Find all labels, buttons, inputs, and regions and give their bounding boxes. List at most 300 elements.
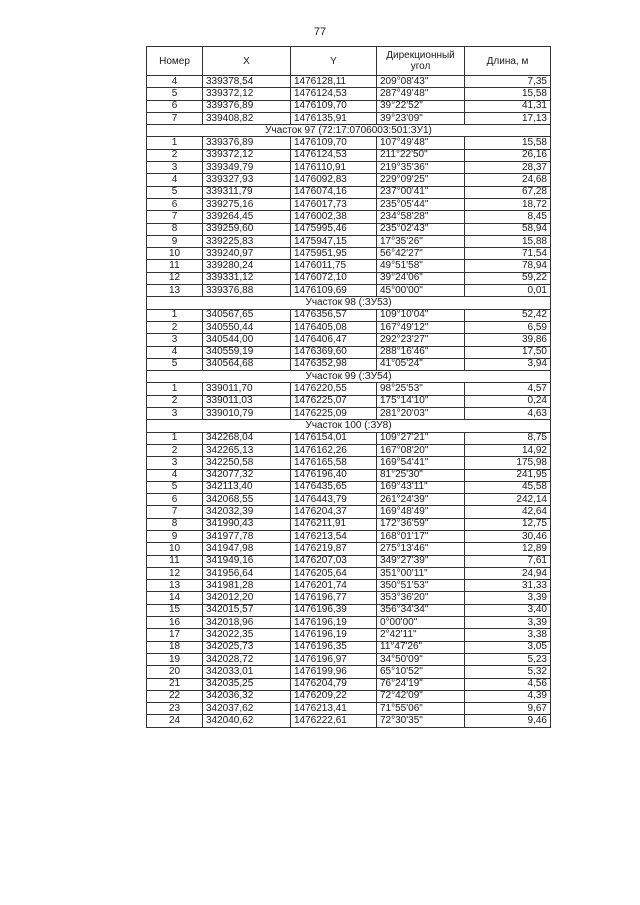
length-cell: 9,67 xyxy=(465,703,551,715)
point-number-cell: 5 xyxy=(147,358,203,370)
table-row xyxy=(147,494,551,506)
length-cell: 175,98 xyxy=(465,457,551,469)
direction-angle-cell: 39°23'09" xyxy=(377,112,465,124)
point-number-cell: 13 xyxy=(147,285,203,297)
table-row xyxy=(147,481,551,493)
table-row xyxy=(147,285,551,297)
length-cell: 4,63 xyxy=(465,408,551,420)
table-row xyxy=(147,186,551,198)
table-header-row xyxy=(147,47,551,76)
table-row xyxy=(147,678,551,690)
point-number-cell: 3 xyxy=(147,457,203,469)
section-title: Участок 99 (:ЗУ54) xyxy=(147,371,551,383)
direction-angle-cell: 17°35'26" xyxy=(377,235,465,247)
direction-angle-cell: 235°05'44" xyxy=(377,198,465,210)
x-coordinate-cell: 339349,79 xyxy=(203,162,291,174)
point-number-cell: 6 xyxy=(147,100,203,112)
table-row xyxy=(147,358,551,370)
y-coordinate-cell: 1476213,54 xyxy=(291,530,377,542)
table-row xyxy=(147,457,551,469)
table-row xyxy=(147,715,551,727)
section-header-row xyxy=(147,125,551,137)
point-number-cell: 2 xyxy=(147,395,203,407)
x-coordinate-cell: 339378,54 xyxy=(203,76,291,88)
length-cell: 4,39 xyxy=(465,690,551,702)
point-number-cell: 11 xyxy=(147,555,203,567)
direction-angle-cell: 229°09'25" xyxy=(377,174,465,186)
point-number-cell: 7 xyxy=(147,112,203,124)
direction-angle-cell: 45°00'00" xyxy=(377,285,465,297)
point-number-cell: 7 xyxy=(147,211,203,223)
y-coordinate-cell: 1476092,83 xyxy=(291,174,377,186)
length-cell: 12,75 xyxy=(465,518,551,530)
point-number-cell: 5 xyxy=(147,88,203,100)
y-coordinate-cell: 1476124,53 xyxy=(291,149,377,161)
x-coordinate-cell: 339011,70 xyxy=(203,383,291,395)
point-number-cell: 14 xyxy=(147,592,203,604)
table-row xyxy=(147,174,551,186)
point-number-cell: 17 xyxy=(147,629,203,641)
x-coordinate-cell: 339311,79 xyxy=(203,186,291,198)
length-cell: 242,14 xyxy=(465,494,551,506)
table-row xyxy=(147,260,551,272)
table-row xyxy=(147,198,551,210)
x-coordinate-cell: 339275,16 xyxy=(203,198,291,210)
point-number-cell: 22 xyxy=(147,690,203,702)
direction-angle-cell: 41°05'24" xyxy=(377,358,465,370)
x-coordinate-cell: 339376,89 xyxy=(203,137,291,149)
y-coordinate-cell: 1476405,08 xyxy=(291,321,377,333)
direction-angle-cell: 169°43'11" xyxy=(377,481,465,493)
y-coordinate-cell: 1476369,60 xyxy=(291,346,377,358)
x-coordinate-cell: 342077,32 xyxy=(203,469,291,481)
point-number-cell: 4 xyxy=(147,346,203,358)
x-coordinate-cell: 342032,39 xyxy=(203,506,291,518)
table-row xyxy=(147,530,551,542)
point-number-cell: 8 xyxy=(147,223,203,235)
point-number-cell: 20 xyxy=(147,666,203,678)
coordinates-table xyxy=(146,46,551,728)
x-coordinate-cell: 340544,00 xyxy=(203,334,291,346)
direction-angle-cell: 107°49'48" xyxy=(377,137,465,149)
y-coordinate-cell: 1476196,19 xyxy=(291,617,377,629)
x-coordinate-cell: 341947,98 xyxy=(203,543,291,555)
direction-angle-cell: 98°25'53" xyxy=(377,383,465,395)
x-coordinate-cell: 339408,82 xyxy=(203,112,291,124)
x-coordinate-cell: 340567,65 xyxy=(203,309,291,321)
length-cell: 8,75 xyxy=(465,432,551,444)
y-coordinate-cell: 1476002,38 xyxy=(291,211,377,223)
table-row xyxy=(147,321,551,333)
header-x: X xyxy=(203,47,291,76)
section-header-row xyxy=(147,420,551,432)
x-coordinate-cell: 342037,62 xyxy=(203,703,291,715)
direction-angle-cell: 172°36'59" xyxy=(377,518,465,530)
length-cell: 5,23 xyxy=(465,653,551,665)
direction-angle-cell: 2°42'11" xyxy=(377,629,465,641)
y-coordinate-cell: 1476196,77 xyxy=(291,592,377,604)
y-coordinate-cell: 1476205,64 xyxy=(291,567,377,579)
table-row xyxy=(147,604,551,616)
length-cell: 24,68 xyxy=(465,174,551,186)
table-row xyxy=(147,334,551,346)
x-coordinate-cell: 339372,12 xyxy=(203,88,291,100)
length-cell: 31,33 xyxy=(465,580,551,592)
point-number-cell: 13 xyxy=(147,580,203,592)
y-coordinate-cell: 1476201,74 xyxy=(291,580,377,592)
section-title: Участок 97 (72:17:0706003:501:ЗУ1) xyxy=(147,125,551,137)
y-coordinate-cell: 1476165,58 xyxy=(291,457,377,469)
x-coordinate-cell: 342025,73 xyxy=(203,641,291,653)
y-coordinate-cell: 1476435,65 xyxy=(291,481,377,493)
direction-angle-cell: 169°54'41" xyxy=(377,457,465,469)
table-row xyxy=(147,629,551,641)
length-cell: 42,64 xyxy=(465,506,551,518)
y-coordinate-cell: 1476222,61 xyxy=(291,715,377,727)
header-length: Длина, м xyxy=(465,47,551,76)
length-cell: 3,94 xyxy=(465,358,551,370)
table-row xyxy=(147,235,551,247)
x-coordinate-cell: 341956,64 xyxy=(203,567,291,579)
table-row xyxy=(147,518,551,530)
header-y: Y xyxy=(291,47,377,76)
x-coordinate-cell: 339376,89 xyxy=(203,100,291,112)
table-row xyxy=(147,395,551,407)
table-row xyxy=(147,100,551,112)
direction-angle-cell: 211°22'50" xyxy=(377,149,465,161)
direction-angle-cell: 288°16'46" xyxy=(377,346,465,358)
direction-angle-cell: 234°58'28" xyxy=(377,211,465,223)
x-coordinate-cell: 339280,24 xyxy=(203,260,291,272)
x-coordinate-cell: 342033,01 xyxy=(203,666,291,678)
point-number-cell: 1 xyxy=(147,432,203,444)
table-row xyxy=(147,112,551,124)
table-row xyxy=(147,223,551,235)
table-row xyxy=(147,88,551,100)
length-cell: 7,35 xyxy=(465,76,551,88)
table-row xyxy=(147,162,551,174)
x-coordinate-cell: 340559,19 xyxy=(203,346,291,358)
table-row xyxy=(147,580,551,592)
point-number-cell: 16 xyxy=(147,617,203,629)
point-number-cell: 9 xyxy=(147,235,203,247)
length-cell: 241,95 xyxy=(465,469,551,481)
table-row xyxy=(147,567,551,579)
length-cell: 39,86 xyxy=(465,334,551,346)
point-number-cell: 2 xyxy=(147,444,203,456)
direction-angle-cell: 109°10'04" xyxy=(377,309,465,321)
y-coordinate-cell: 1476213,41 xyxy=(291,703,377,715)
length-cell: 0,24 xyxy=(465,395,551,407)
direction-angle-cell: 261°24'39" xyxy=(377,494,465,506)
point-number-cell: 6 xyxy=(147,198,203,210)
length-cell: 52,42 xyxy=(465,309,551,321)
y-coordinate-cell: 1476199,96 xyxy=(291,666,377,678)
table-row xyxy=(147,690,551,702)
table-row xyxy=(147,469,551,481)
direction-angle-cell: 11°47'26" xyxy=(377,641,465,653)
header-direction-angle: Дирекционный угол xyxy=(377,47,465,76)
point-number-cell: 4 xyxy=(147,469,203,481)
table-row xyxy=(147,272,551,284)
point-number-cell: 19 xyxy=(147,653,203,665)
direction-angle-cell: 353°36'20" xyxy=(377,592,465,604)
y-coordinate-cell: 1476209,22 xyxy=(291,690,377,702)
y-coordinate-cell: 1476443,79 xyxy=(291,494,377,506)
length-cell: 8,45 xyxy=(465,211,551,223)
table-row xyxy=(147,211,551,223)
length-cell: 71,54 xyxy=(465,248,551,260)
direction-angle-cell: 72°42'09" xyxy=(377,690,465,702)
direction-angle-cell: 65°10'52" xyxy=(377,666,465,678)
table-row xyxy=(147,346,551,358)
table-row xyxy=(147,309,551,321)
direction-angle-cell: 168°01'17" xyxy=(377,530,465,542)
x-coordinate-cell: 340564,68 xyxy=(203,358,291,370)
y-coordinate-cell: 1476204,37 xyxy=(291,506,377,518)
direction-angle-cell: 349°27'39" xyxy=(377,555,465,567)
x-coordinate-cell: 342265,13 xyxy=(203,444,291,456)
table-row xyxy=(147,653,551,665)
length-cell: 7,61 xyxy=(465,555,551,567)
x-coordinate-cell: 342015,57 xyxy=(203,604,291,616)
direction-angle-cell: 76°24'19" xyxy=(377,678,465,690)
direction-angle-cell: 49°51'58" xyxy=(377,260,465,272)
direction-angle-cell: 167°08'20" xyxy=(377,444,465,456)
length-cell: 17,50 xyxy=(465,346,551,358)
length-cell: 4,56 xyxy=(465,678,551,690)
y-coordinate-cell: 1476352,98 xyxy=(291,358,377,370)
x-coordinate-cell: 339327,93 xyxy=(203,174,291,186)
section-header-row xyxy=(147,371,551,383)
page-number: 77 xyxy=(313,26,327,38)
length-cell: 59,22 xyxy=(465,272,551,284)
section-title: Участок 98 (:ЗУ53) xyxy=(147,297,551,309)
y-coordinate-cell: 1476011,75 xyxy=(291,260,377,272)
point-number-cell: 3 xyxy=(147,408,203,420)
section-header-row xyxy=(147,297,551,309)
y-coordinate-cell: 1476406,47 xyxy=(291,334,377,346)
x-coordinate-cell: 342028,72 xyxy=(203,653,291,665)
x-coordinate-cell: 340550,44 xyxy=(203,321,291,333)
point-number-cell: 5 xyxy=(147,186,203,198)
x-coordinate-cell: 342036,32 xyxy=(203,690,291,702)
y-coordinate-cell: 1475947,15 xyxy=(291,235,377,247)
length-cell: 12,89 xyxy=(465,543,551,555)
length-cell: 6,59 xyxy=(465,321,551,333)
table-row xyxy=(147,506,551,518)
table-row xyxy=(147,666,551,678)
direction-angle-cell: 356°34'34" xyxy=(377,604,465,616)
point-number-cell: 8 xyxy=(147,518,203,530)
point-number-cell: 1 xyxy=(147,383,203,395)
x-coordinate-cell: 341990,43 xyxy=(203,518,291,530)
table-row xyxy=(147,543,551,555)
direction-angle-cell: 72°30'35" xyxy=(377,715,465,727)
point-number-cell: 3 xyxy=(147,162,203,174)
length-cell: 78,94 xyxy=(465,260,551,272)
length-cell: 17,13 xyxy=(465,112,551,124)
length-cell: 14,92 xyxy=(465,444,551,456)
length-cell: 4,57 xyxy=(465,383,551,395)
direction-angle-cell: 56°42'27" xyxy=(377,248,465,260)
length-cell: 26,16 xyxy=(465,149,551,161)
table-row xyxy=(147,76,551,88)
direction-angle-cell: 39°24'06" xyxy=(377,272,465,284)
y-coordinate-cell: 1476207,03 xyxy=(291,555,377,567)
x-coordinate-cell: 341981,28 xyxy=(203,580,291,592)
direction-angle-cell: 281°20'03" xyxy=(377,408,465,420)
y-coordinate-cell: 1475951,95 xyxy=(291,248,377,260)
length-cell: 9,46 xyxy=(465,715,551,727)
length-cell: 41,31 xyxy=(465,100,551,112)
length-cell: 28,37 xyxy=(465,162,551,174)
length-cell: 3,39 xyxy=(465,592,551,604)
length-cell: 24,94 xyxy=(465,567,551,579)
direction-angle-cell: 292°23'27" xyxy=(377,334,465,346)
x-coordinate-cell: 342068,55 xyxy=(203,494,291,506)
point-number-cell: 21 xyxy=(147,678,203,690)
table-row xyxy=(147,383,551,395)
direction-angle-cell: 39°22'52" xyxy=(377,100,465,112)
table-body xyxy=(147,76,551,728)
y-coordinate-cell: 1476109,69 xyxy=(291,285,377,297)
table-row xyxy=(147,703,551,715)
point-number-cell: 12 xyxy=(147,272,203,284)
direction-angle-cell: 81°25'30" xyxy=(377,469,465,481)
x-coordinate-cell: 339376,88 xyxy=(203,285,291,297)
y-coordinate-cell: 1476219,87 xyxy=(291,543,377,555)
direction-angle-cell: 275°13'46" xyxy=(377,543,465,555)
direction-angle-cell: 287°49'48" xyxy=(377,88,465,100)
x-coordinate-cell: 339372,12 xyxy=(203,149,291,161)
table-row xyxy=(147,248,551,260)
point-number-cell: 9 xyxy=(147,530,203,542)
y-coordinate-cell: 1476154,01 xyxy=(291,432,377,444)
x-coordinate-cell: 342268,04 xyxy=(203,432,291,444)
length-cell: 0,01 xyxy=(465,285,551,297)
length-cell: 67,28 xyxy=(465,186,551,198)
point-number-cell: 11 xyxy=(147,260,203,272)
point-number-cell: 1 xyxy=(147,309,203,321)
x-coordinate-cell: 339240,97 xyxy=(203,248,291,260)
header-number: Номер xyxy=(147,47,203,76)
length-cell: 5,32 xyxy=(465,666,551,678)
y-coordinate-cell: 1476162,26 xyxy=(291,444,377,456)
direction-angle-cell: 34°50'09" xyxy=(377,653,465,665)
table-row xyxy=(147,641,551,653)
length-cell: 3,39 xyxy=(465,617,551,629)
x-coordinate-cell: 341977,78 xyxy=(203,530,291,542)
x-coordinate-cell: 339011,03 xyxy=(203,395,291,407)
y-coordinate-cell: 1476196,39 xyxy=(291,604,377,616)
direction-angle-cell: 175°14'10" xyxy=(377,395,465,407)
x-coordinate-cell: 342012,20 xyxy=(203,592,291,604)
point-number-cell: 24 xyxy=(147,715,203,727)
point-number-cell: 10 xyxy=(147,543,203,555)
section-title: Участок 100 (:ЗУ8) xyxy=(147,420,551,432)
y-coordinate-cell: 1476128,11 xyxy=(291,76,377,88)
point-number-cell: 12 xyxy=(147,567,203,579)
table-row xyxy=(147,408,551,420)
point-number-cell: 3 xyxy=(147,334,203,346)
x-coordinate-cell: 339331,12 xyxy=(203,272,291,284)
y-coordinate-cell: 1476196,97 xyxy=(291,653,377,665)
length-cell: 15,88 xyxy=(465,235,551,247)
direction-angle-cell: 169°48'49" xyxy=(377,506,465,518)
point-number-cell: 4 xyxy=(147,174,203,186)
length-cell: 3,38 xyxy=(465,629,551,641)
length-cell: 15,58 xyxy=(465,137,551,149)
direction-angle-cell: 109°27'21" xyxy=(377,432,465,444)
point-number-cell: 15 xyxy=(147,604,203,616)
y-coordinate-cell: 1476204,79 xyxy=(291,678,377,690)
y-coordinate-cell: 1476225,09 xyxy=(291,408,377,420)
y-coordinate-cell: 1476017,73 xyxy=(291,198,377,210)
length-cell: 30,46 xyxy=(465,530,551,542)
x-coordinate-cell: 339264,45 xyxy=(203,211,291,223)
direction-angle-cell: 350°51'53" xyxy=(377,580,465,592)
y-coordinate-cell: 1476356,57 xyxy=(291,309,377,321)
y-coordinate-cell: 1476196,40 xyxy=(291,469,377,481)
y-coordinate-cell: 1476211,91 xyxy=(291,518,377,530)
table-row xyxy=(147,432,551,444)
length-cell: 18,72 xyxy=(465,198,551,210)
x-coordinate-cell: 342018,96 xyxy=(203,617,291,629)
point-number-cell: 4 xyxy=(147,76,203,88)
point-number-cell: 2 xyxy=(147,321,203,333)
table-row xyxy=(147,555,551,567)
x-coordinate-cell: 342022,35 xyxy=(203,629,291,641)
point-number-cell: 1 xyxy=(147,137,203,149)
x-coordinate-cell: 339225,83 xyxy=(203,235,291,247)
point-number-cell: 2 xyxy=(147,149,203,161)
direction-angle-cell: 71°55'06" xyxy=(377,703,465,715)
point-number-cell: 10 xyxy=(147,248,203,260)
table-row xyxy=(147,149,551,161)
length-cell: 58,94 xyxy=(465,223,551,235)
table-row xyxy=(147,444,551,456)
direction-angle-cell: 235°02'43" xyxy=(377,223,465,235)
x-coordinate-cell: 342035,25 xyxy=(203,678,291,690)
direction-angle-cell: 0°00'00" xyxy=(377,617,465,629)
y-coordinate-cell: 1476196,35 xyxy=(291,641,377,653)
y-coordinate-cell: 1476074,16 xyxy=(291,186,377,198)
table-row xyxy=(147,137,551,149)
y-coordinate-cell: 1476135,91 xyxy=(291,112,377,124)
y-coordinate-cell: 1476196,19 xyxy=(291,629,377,641)
direction-angle-cell: 237°00'41" xyxy=(377,186,465,198)
y-coordinate-cell: 1476109,70 xyxy=(291,137,377,149)
y-coordinate-cell: 1476124,53 xyxy=(291,88,377,100)
y-coordinate-cell: 1476109,70 xyxy=(291,100,377,112)
direction-angle-cell: 209°08'43" xyxy=(377,76,465,88)
point-number-cell: 5 xyxy=(147,481,203,493)
point-number-cell: 6 xyxy=(147,494,203,506)
y-coordinate-cell: 1476110,91 xyxy=(291,162,377,174)
point-number-cell: 23 xyxy=(147,703,203,715)
table-row xyxy=(147,592,551,604)
direction-angle-cell: 219°35'36" xyxy=(377,162,465,174)
y-coordinate-cell: 1476225,07 xyxy=(291,395,377,407)
x-coordinate-cell: 342250,58 xyxy=(203,457,291,469)
table-row xyxy=(147,617,551,629)
x-coordinate-cell: 339010,79 xyxy=(203,408,291,420)
x-coordinate-cell: 342113,40 xyxy=(203,481,291,493)
x-coordinate-cell: 339259,60 xyxy=(203,223,291,235)
direction-angle-cell: 167°49'12" xyxy=(377,321,465,333)
length-cell: 3,05 xyxy=(465,641,551,653)
